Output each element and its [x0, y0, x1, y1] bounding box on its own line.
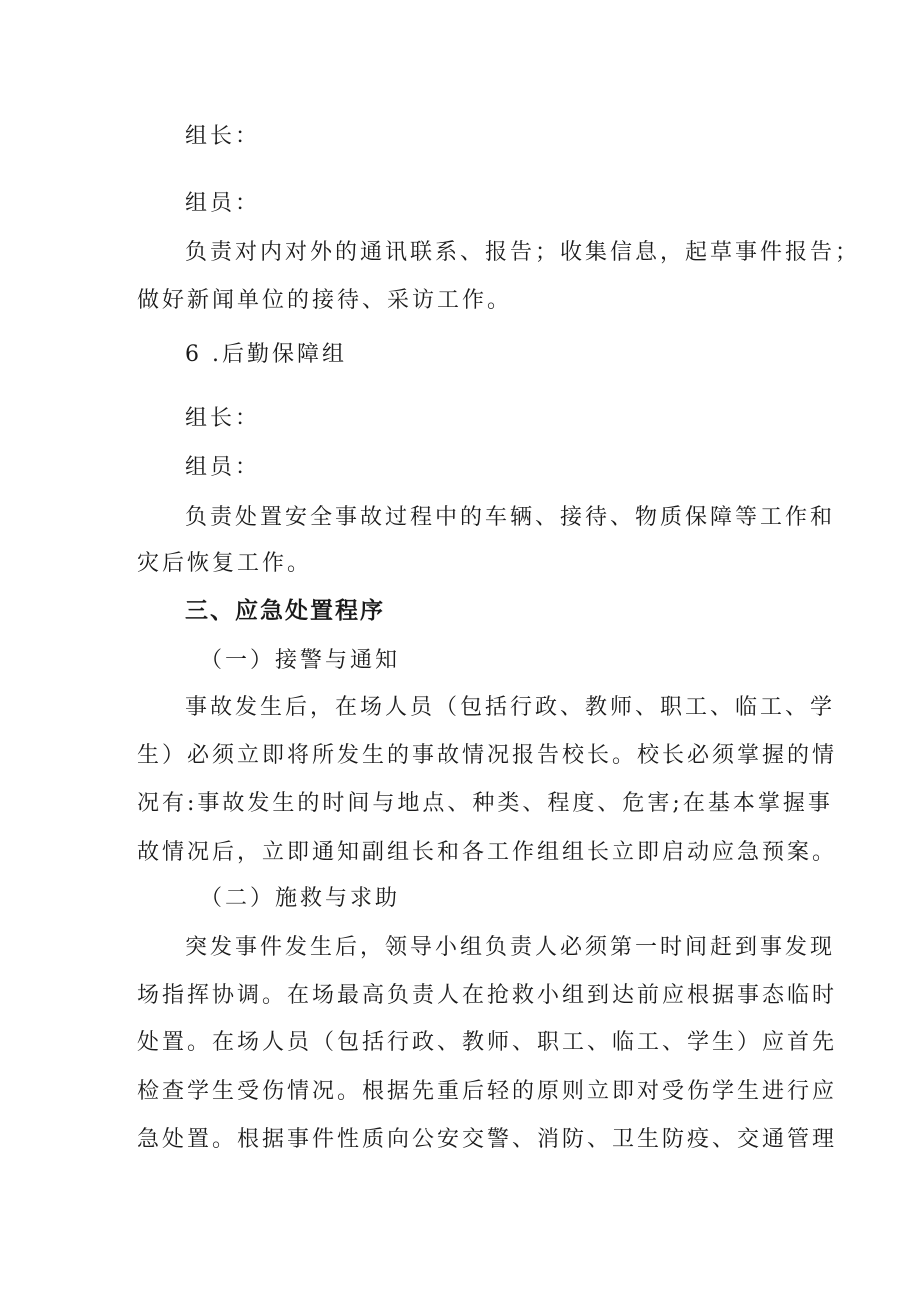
paragraph-line: 负责对内对外的通讯联系、报告；收集信息，起草事件报告；	[185, 240, 861, 265]
paragraph-line: 况有:事故发生的时间与地点、种类、程度、危害;在基本掌握事	[137, 791, 833, 816]
subsection-heading: （一）接警与通知	[200, 648, 401, 673]
leader-label-1: 组长：	[185, 124, 261, 149]
paragraph-line: 突发事件发生后，领导小组负责人必须第一时间赶到事发现	[185, 935, 836, 960]
paragraph-line: 做好新闻单位的接待、采访工作。	[137, 288, 513, 313]
paragraph-line: 处置。在场人员（包括行政、教师、职工、临工、学生）应首先	[137, 1030, 838, 1055]
paragraph-line: 检查学生受伤情况。根据先重后轻的原则立即对受伤学生进行应	[137, 1079, 838, 1104]
subsection-heading: （二）施救与求助	[200, 886, 401, 911]
paragraph-line: 场指挥协调。在场最高负责人在抢救小组到达前应根据事态临时	[137, 983, 838, 1008]
paragraph-line: 生）必须立即将所发生的事故情况报告校长。校长必须掌握的情	[137, 743, 838, 768]
section-heading: 三、应急处置程序	[185, 598, 385, 624]
paragraph-line: 负责处置安全事故过程中的车辆、接待、物质保障等工作和	[185, 505, 836, 530]
paragraph-line: 灾后恢复工作。	[137, 551, 313, 576]
paragraph-line: 急处置。根据事件性质向公安交警、消防、卫生防疫、交通管理	[137, 1127, 838, 1152]
member-label-1: 组员：	[185, 191, 261, 216]
member-label-2: 组员：	[185, 455, 261, 480]
section-item-6: 6 .后勤保障组	[185, 342, 347, 367]
paragraph-line: 故情况后，立即通知副组长和各工作组组长立即启动应急预案。	[137, 840, 838, 865]
leader-label-2: 组长：	[185, 406, 261, 431]
paragraph-line: 事故发生后，在场人员（包括行政、教师、职工、临工、学	[185, 695, 836, 720]
